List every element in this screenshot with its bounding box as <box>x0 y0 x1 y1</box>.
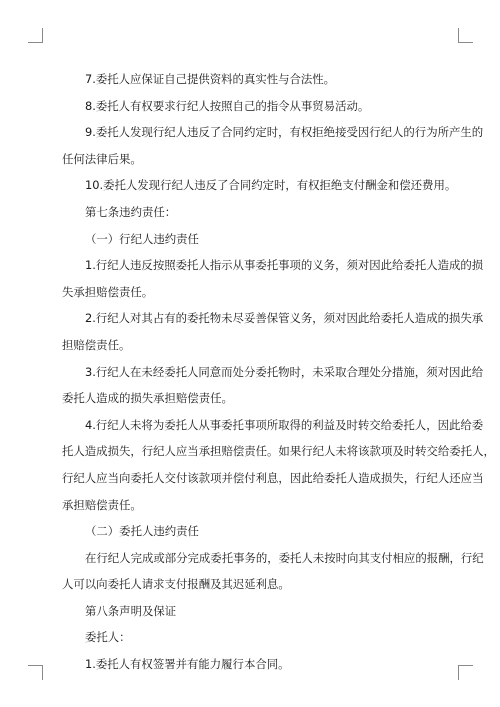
text-line: 8.委托人有权要求行纪人按照自己的指令从事贸易活动。 <box>85 98 370 113</box>
text-line: 3.行纪人在未经委托人同意而处分委托物时，未采取合理处分措施，须对因此给 <box>85 364 484 379</box>
text-line: 委托人造成的损失承担赔偿责任。 <box>62 391 233 406</box>
text-line: 委托人： <box>85 630 131 645</box>
text-line: 9.委托人发现行纪人违反了合同约定时，有权拒绝接受因行纪人的行为所产生的 <box>85 125 484 140</box>
text-line: 10.委托人发现行纪人违反了合同约定时，有权拒绝支付酬金和偿还费用。 <box>85 178 457 193</box>
document-body <box>62 66 495 678</box>
text-line: 担赔偿责任。 <box>62 337 131 352</box>
subsection-heading: （二）委托人违约责任 <box>85 524 199 539</box>
section-heading: 第七条违约责任： <box>85 204 177 219</box>
text-line: 7.委托人应保证自己提供资料的真实性与合法性。 <box>85 72 336 86</box>
section-heading: 第八条声明及保证 <box>85 603 177 618</box>
text-line: 人可以向委托人请求支付报酬及其迟延利息。 <box>62 577 290 592</box>
text-line: 在行纪人完成或部分完成委托事务的，委托人未按时向其支付相应的报酬，行纪 <box>85 550 484 565</box>
text-line: 托人造成损失，行纪人应当承担赔偿责任。如果行纪人未将该款项及时转交给委托人， <box>62 444 495 459</box>
crop-mark-top-left <box>28 28 43 43</box>
text-line: 承担赔偿责任。 <box>62 497 142 512</box>
text-line: 行纪人应当向委托人交付该款项并偿付利息，因此给委托人造成损失，行纪人还应当 <box>62 470 484 485</box>
crop-mark-bottom-right <box>458 665 473 680</box>
text-line: 1.行纪人违反按照委托人指示从事委托事项的义务，须对因此给委托人造成的损 <box>85 258 484 273</box>
text-line: 失承担赔偿责任。 <box>62 284 154 299</box>
crop-mark-bottom-left <box>28 665 43 680</box>
text-line: 2.行纪人对其占有的委托物未尽妥善保管义务，须对因此给委托人造成的损失承 <box>85 311 484 326</box>
subsection-heading: （一）行纪人违约责任 <box>85 231 199 246</box>
crop-mark-top-right <box>458 28 473 43</box>
text-line: 1.委托人有权签署并有能力履行本合同。 <box>85 657 290 672</box>
text-line: 4.行纪人未将为委托人从事委托事项所取得的利益及时转交给委托人，因此给委 <box>85 417 484 432</box>
text-line: 任何法律后果。 <box>62 151 142 166</box>
